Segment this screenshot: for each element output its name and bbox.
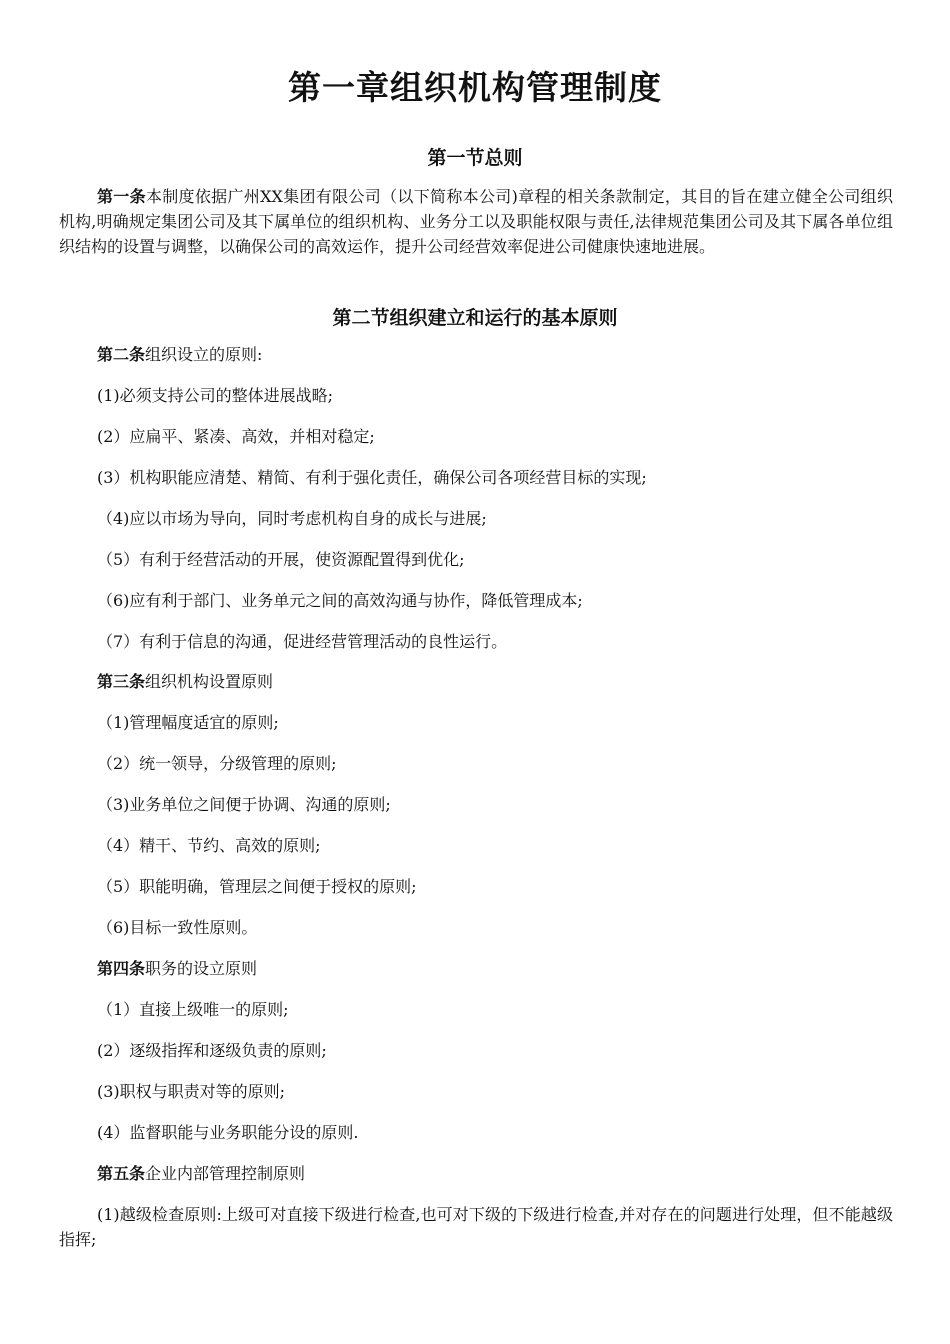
article-5-heading bbox=[97, 1163, 897, 1185]
list-item: （4)应以市场为导向，同时考虑机构自身的成长与进展; bbox=[97, 509, 487, 528]
list-item: （1）直接上级唯一的原则; bbox=[97, 1000, 289, 1019]
list-item: （6)应有利于部门、业务单元之间的高效沟通与协作，降低管理成本; bbox=[97, 591, 583, 610]
article-3-text: 组织机构设置原则 bbox=[145, 672, 274, 691]
list-item: (2）应扁平、紧凑、高效，并相对稳定; bbox=[97, 427, 375, 446]
article-3-label: 第三条 bbox=[97, 672, 146, 691]
list-item: （7）有利于信息的沟通，促进经营管理活动的良性运行。 bbox=[97, 632, 508, 651]
list-item: (3）机构职能应清楚、精简、有利于强化责任，确保公司各项经营目标的实现; bbox=[97, 468, 647, 487]
list-item: （1)管理幅度适宜的原则; bbox=[97, 713, 279, 732]
section-heading-principles: 第二节组织建立和运行的基本原则 bbox=[332, 307, 618, 329]
article-5-text: 企业内部管理控制原则 bbox=[145, 1164, 306, 1183]
list-item: （4）精干、节约、高效的原则; bbox=[97, 836, 321, 855]
list-item: (2）逐级指挥和逐级负责的原则; bbox=[97, 1041, 327, 1060]
list-item: （5）职能明确，管理层之间便于授权的原则; bbox=[97, 877, 417, 896]
article-2-label: 第二条 bbox=[97, 345, 146, 364]
article-4-text: 职务的设立原则 bbox=[145, 959, 258, 978]
article-2-heading bbox=[97, 344, 897, 366]
article-4-label: 第四条 bbox=[97, 959, 146, 978]
article-4-heading bbox=[97, 958, 897, 980]
list-item: （6)目标一致性原则。 bbox=[97, 918, 258, 937]
list-item: （5）有利于经营活动的开展，使资源配置得到优化; bbox=[97, 550, 465, 569]
article-3-heading bbox=[97, 671, 897, 693]
article-2-text: 组织设立的原则: bbox=[145, 345, 263, 364]
list-item: (1)必须支持公司的整体进展战略; bbox=[97, 386, 334, 405]
article-1-text: 本制度依据广州XX集团有限公司（以下简称本公司)章程的相关条款制定，其目的旨在建立健全公司组织机构,明确规定集团公司及其下属单位的组织机构、业务分工以及职能权限与责任,法律规范集团公司及其下属各单位组织结构的设置与调整，以确保公司的高效运作，提升公司经营效率促进公司健康快速地进展。 bbox=[59, 187, 893, 256]
list-item: （2）统一领导，分级管理的原则; bbox=[97, 754, 337, 773]
list-item: (1)越级检查原则:上级可对直接下级进行检查,也可对下级的下级进行检查,并对存在的问题进行处理，但不能越级指挥; bbox=[59, 1205, 893, 1249]
article-5-label: 第五条 bbox=[97, 1164, 146, 1183]
chapter-title: 第一章组织机构管理制度 bbox=[288, 68, 662, 107]
list-item: (3)职权与职责对等的原则; bbox=[97, 1082, 286, 1101]
list-item: （3)业务单位之间便于协调、沟通的原则; bbox=[97, 795, 391, 814]
list-item: (4）监督职能与业务职能分设的原则. bbox=[97, 1123, 359, 1142]
section-heading-general: 第一节总则 bbox=[427, 147, 523, 169]
article-1-label: 第一条 bbox=[97, 187, 146, 206]
article-1-paragraph bbox=[59, 184, 893, 259]
